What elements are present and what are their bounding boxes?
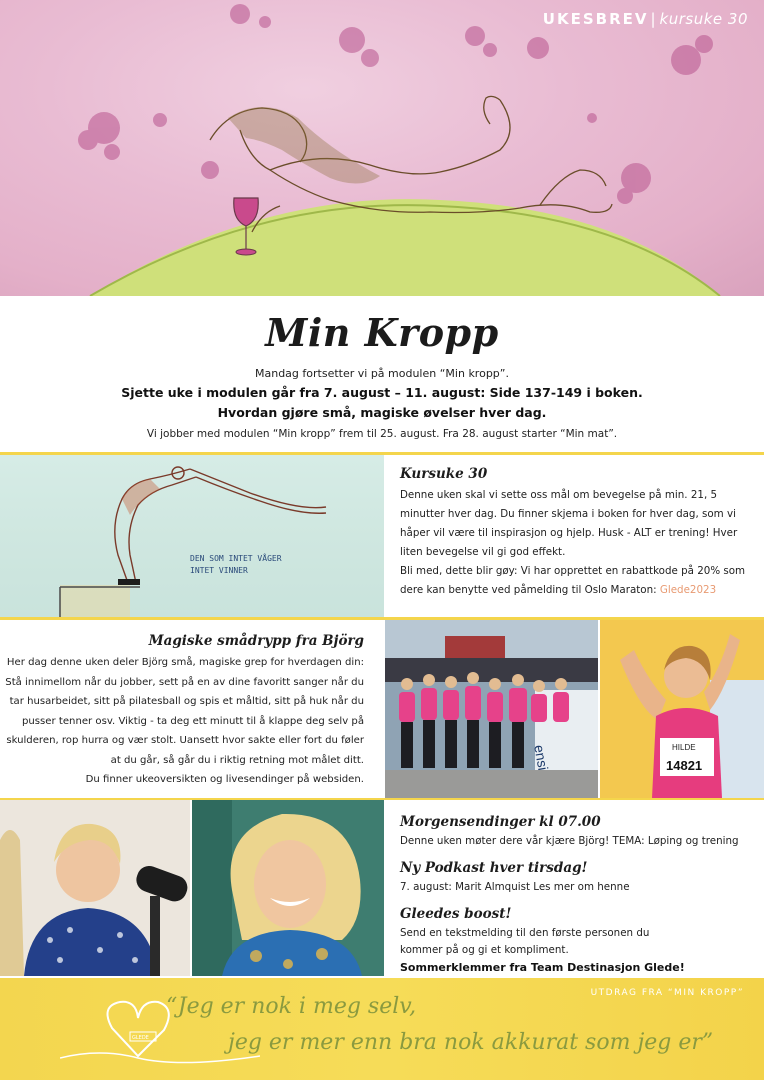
boost-text: Send en tekstmelding til den første personen du kommer på og gi et kompliment. <box>400 927 650 956</box>
intro-section <box>0 296 764 452</box>
diver-sketch <box>0 455 384 618</box>
quote-line-2: jeg er mer enn bra nok akkurat som jeg er” <box>228 1030 714 1055</box>
morning-text: Denne uken møter dere vår kjære Björg! TEMA: Løping og trening <box>400 835 739 847</box>
podcast-photo <box>0 800 190 976</box>
team-running-photo <box>385 620 598 798</box>
signpost-label: GLEDE <box>132 1035 149 1041</box>
podcast-heading: Ny Podkast hver tirsdag! <box>400 860 588 876</box>
illustration-caption-1: DEN SOM INTET VÅGER <box>190 554 282 563</box>
page-title: Min Kropp <box>265 310 499 355</box>
illustration-caption-2: INTET VINNER <box>190 566 248 575</box>
quote-banner <box>0 978 764 1080</box>
quote-source: UTDRAG FRA “MIN KROPP” <box>590 988 744 998</box>
kursuke-discount: Bli med, dette blir gøy: Vi har opprettet en rabattkode på 20% som dere kan benytte ved påmelding til Oslo Maraton: <box>400 565 746 596</box>
summer-greeting: Sommerklemmer fra Team Destinasjon Glede! <box>400 961 685 974</box>
header-separator: | <box>650 10 658 28</box>
intro-line-4: Vi jobber med modulen “Min kropp” frem til 25. august. Fra 28. august starter “Min mat”. <box>146 428 618 440</box>
kursuke-heading: Kursuke 30 <box>400 466 488 482</box>
info-section <box>400 814 752 984</box>
newsletter-brand: UKESBREV <box>542 10 649 28</box>
intro-line-2: Sjette uke i modulen går fra 7. august – 11. august: Side 137-149 i boken. <box>121 385 643 400</box>
quote-line-1: “Jeg er nok i meg selv, <box>166 994 417 1019</box>
boost-heading: Gleedes boost! <box>400 906 512 922</box>
magiske-heading: Magiske smådrypp fra Björg <box>148 633 364 649</box>
bib-name: HILDE <box>672 743 696 752</box>
diver-illustration <box>0 455 384 618</box>
kursuke-body: Denne uken skal vi sette oss mål om bevegelse på min. 21, 5 minutter hver dag. Du finner skjema i boken for hver dag, som vi håper vil være til inspirasjon og hjelp. Husk - ALT er trening! Hver liten bevegelse vil gi god effekt. <box>400 489 738 558</box>
podcast-text[interactable]: 7. august: Marit Almquist Les mer om henne <box>400 881 630 893</box>
course-week: kursuke 30 <box>659 10 748 28</box>
bib-number: 14821 <box>666 758 703 773</box>
hero-illustration <box>0 0 764 296</box>
morning-heading: Morgensendinger kl 07.00 <box>400 814 601 830</box>
magiske-section <box>0 633 378 790</box>
issue-header <box>543 10 748 28</box>
intro-line-3: Hvordan gjøre små, magiske øvelser hver dag. <box>217 405 547 420</box>
magiske-body: Her dag denne uken deler Björg små, magiske grep for hverdagen din: Stå innimellom når du jobber, sett på en av dine favoritt sanger når du tar husarbeidet, sitt på pilatesball og spis et måltid, sitt på huk når du pusser tenner osv. Viktig - ta deg ett minutt til å klappe deg selv på skulderen, rop hurra og vær stolt. Uansett hvor sakte eller fort du føler at du går, så går du i riktig retning mot målet ditt. <box>5 657 364 766</box>
runner-finish-photo <box>600 620 764 798</box>
portrait-photo <box>192 800 384 976</box>
kursuke-section <box>400 466 752 600</box>
magiske-website-note: Du finner ukeoversikten og livesendinger på websiden. <box>85 774 364 785</box>
woman-with-wine-illustration <box>0 0 764 296</box>
discount-code[interactable]: Glede2023 <box>659 584 717 596</box>
intro-line-1: Mandag fortsetter vi på modulen “Min kropp”. <box>255 367 509 380</box>
